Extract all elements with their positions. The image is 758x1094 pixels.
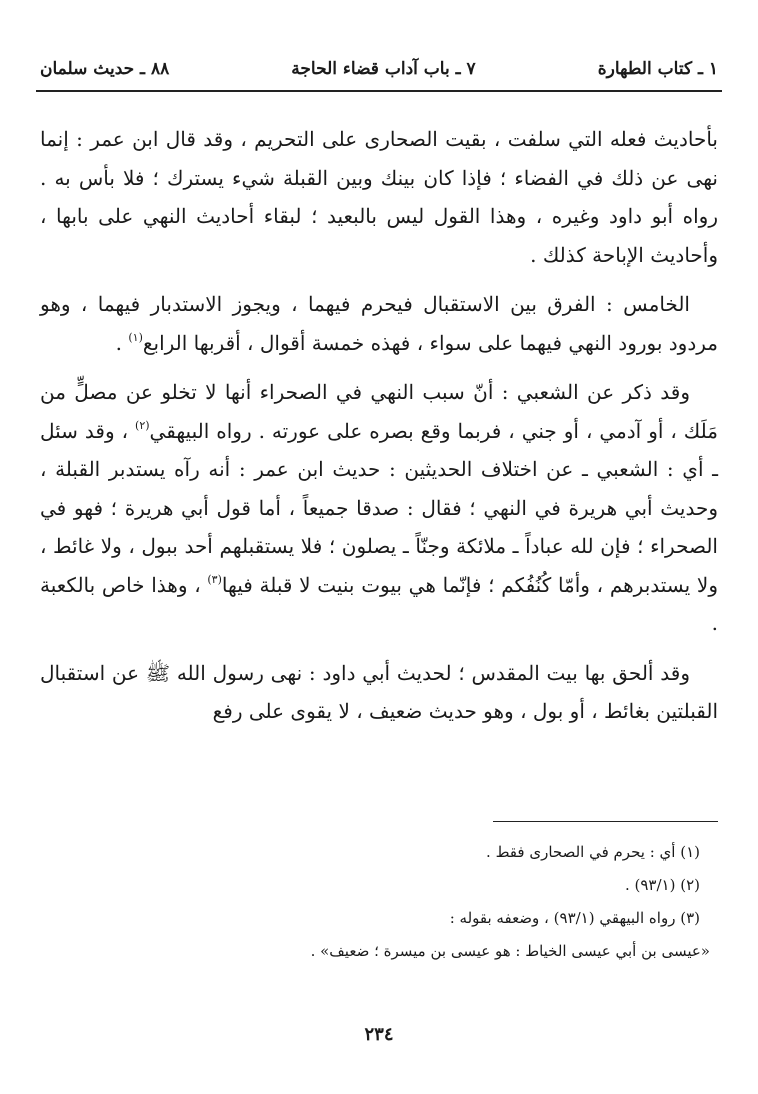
header-book-title: ١ ـ كتاب الطهارة xyxy=(597,59,718,79)
footnote-ref-1[interactable]: (١) xyxy=(128,330,143,344)
footnote-3: (٣) رواه البيهقي (٩٣/١) ، وضعفه بقوله : xyxy=(449,909,700,927)
footnote-ref-3[interactable]: (٣) xyxy=(207,572,222,586)
header-chapter-title: ٧ ـ باب آداب قضاء الحاجة xyxy=(291,59,476,79)
paragraph-3-part-a: وقد ذكر عن الشعبي : أنّ سبب النهي في الصحراء أنها لا تخلو عن مصلٍّ من مَلَك ، أو آدمي ، أو جني ، فربما وقع بصره على عورته . رواه البيهقي xyxy=(40,380,718,443)
paragraph-3-part-c: ، وهذا خاص بالكعبة . xyxy=(40,572,718,635)
footnote-2: (٢) (٩٣/١) . xyxy=(624,876,700,894)
paragraph-4: وقد ألحق بها بيت المقدس ؛ لحديث أبي داود : نهى رسول الله ﷺ عن استقبال القبلتين بغائط ، أو بول ، وهو حديث ضعيف ، لا يقوى على رفع xyxy=(40,660,718,723)
running-header xyxy=(40,52,718,86)
page-number: ٢٣٤ xyxy=(364,1024,394,1045)
paragraph-2-text: الخامس : الفرق بين الاستقبال فيحرم فيهما ، ويجوز الاستدبار فيهما ، وهو مردود بورود النهي فيهما على سواء ، فهذه خمسة أقوال ، أقربها الرابع xyxy=(40,292,718,355)
footnotes xyxy=(40,836,718,968)
paragraph-3-part-b: ، وقد سئل ـ أي : الشعبي ـ عن اختلاف الحديثين : حديث ابن عمر : أنه رآه يستدبر القبلة ، وحديث أبي هريرة في النهي ؛ فقال : صدقا جميعاً ، أما قول أبي هريرة ؛ فهو في الصحراء ؛ فإن لله عباداً ـ ملائكة وجنّاً ـ يصلون ؛ فلا يستقبلهم أحد ببول ، ولا غائط ، ولا يستدبرهم ، وأمّا كُنُفُكم ؛ فإنّما هي بيوت بنيت لا قبلة فيها xyxy=(40,418,718,597)
paragraph-3 xyxy=(40,373,718,643)
footnote-ref-2[interactable]: (٢) xyxy=(135,418,150,432)
main-text xyxy=(40,120,718,742)
header-divider xyxy=(36,90,722,92)
footnote-3-quote: «عيسى بن أبي عيسى الخياط : هو عيسى بن ميسرة ؛ ضعيف» . xyxy=(310,942,710,960)
paragraph-2-end: . xyxy=(115,330,129,355)
footnote-1: (١) أي : يحرم في الصحارى فقط . xyxy=(486,843,700,861)
paragraph-2 xyxy=(40,285,718,362)
paragraph-1: بأحاديث فعله التي سلفت ، بقيت الصحارى على التحريم ، وقد قال ابن عمر : إنما نهى عن ذلك في الفضاء ؛ فإذا كان بينك وبين القبلة شيء يسترك ؛ فلا بأس به . رواه أبو داود وغيره ، وهذا القول ليس بالبعيد ؛ لبقاء أحاديث النهي على بابها ، وأحاديث الإباحة كذلك . xyxy=(40,127,718,267)
header-hadith-title: ٨٨ ـ حديث سلمان xyxy=(40,59,170,79)
footnote-divider xyxy=(493,821,718,822)
